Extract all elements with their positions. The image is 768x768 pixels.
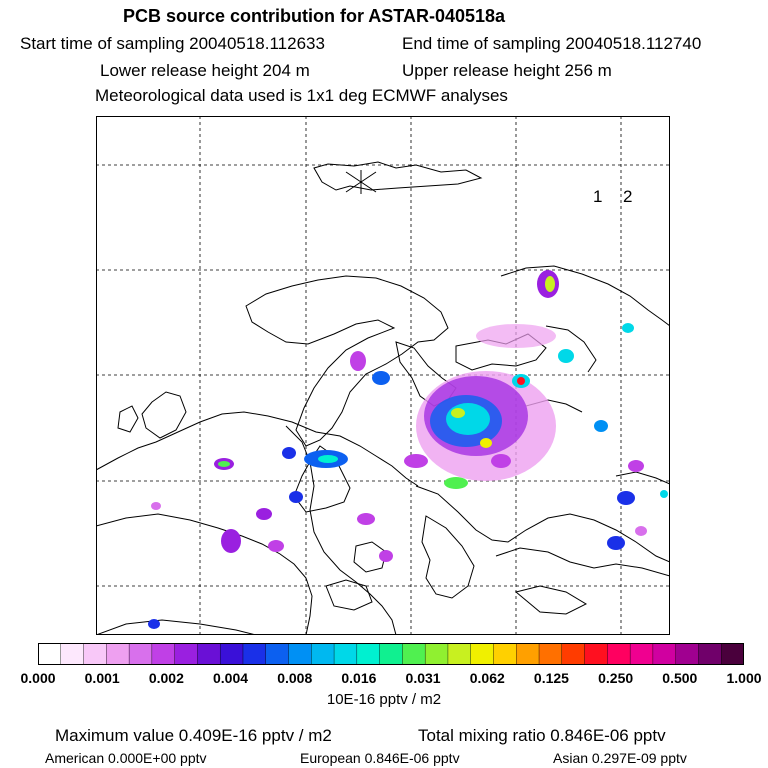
colorbar-cell (152, 643, 175, 665)
colorbar-cell (129, 643, 152, 665)
colorbar-cell (653, 643, 676, 665)
colorbar-tick-label: 0.016 (341, 670, 377, 686)
colorbar-cell (38, 643, 61, 665)
colorbar-tick-label: 0.002 (148, 670, 184, 686)
colorbar-cell (175, 643, 198, 665)
colorbar-cell (471, 643, 494, 665)
concentration-map (96, 116, 670, 635)
colorbar-cell (698, 643, 721, 665)
colorbar-tick-label: 0.062 (469, 670, 505, 686)
colorbar-cell (607, 643, 630, 665)
lower-release-label: Lower release height 204 m (100, 61, 310, 80)
colorbar-cell (106, 643, 129, 665)
end-time-label: End time of sampling 20040518.112740 (402, 34, 702, 53)
colorbar-cell (61, 643, 84, 665)
colorbar-cell (493, 643, 516, 665)
colorbar-cell (266, 643, 289, 665)
colorbar-cell (425, 643, 448, 665)
met-data-label: Meteorological data used is 1x1 deg ECMWF analyses (95, 86, 508, 105)
flight-label-2: 2 (623, 187, 633, 206)
colorbar-tick-label: 0.500 (662, 670, 698, 686)
colorbar-tick-label: 0.031 (405, 670, 441, 686)
colorbar-cell (630, 643, 653, 665)
upper-release-label: Upper release height 256 m (402, 61, 612, 80)
colorbar-tick-label: 0.004 (213, 670, 249, 686)
colorbar-tick-label: 0.125 (533, 670, 569, 686)
asian-label: Asian 0.297E-09 pptv (553, 750, 687, 766)
colorbar-cell (311, 643, 334, 665)
colorbar-cell (721, 643, 744, 665)
colorbar-cell (516, 643, 539, 665)
colorbar-tick-label: 0.000 (20, 670, 56, 686)
colorbar-cell (197, 643, 220, 665)
colorbar-cell (676, 643, 699, 665)
colorbar-cell (448, 643, 471, 665)
start-time-label: Start time of sampling 20040518.112633 (20, 34, 325, 53)
colorbar-tick-label: 1.000 (726, 670, 762, 686)
european-label: European 0.846E-06 pptv (300, 750, 460, 766)
colorbar-cell (289, 643, 312, 665)
colorbar-cell (243, 643, 266, 665)
plot-title: PCB source contribution for ASTAR-040518a (122, 6, 506, 26)
colorbar-cell (402, 643, 425, 665)
colorbar-cell (380, 643, 403, 665)
colorbar-cell (334, 643, 357, 665)
colorbar-cell (562, 643, 585, 665)
colorbar-cell (220, 643, 243, 665)
american-label: American 0.000E+00 pptv (45, 750, 207, 766)
max-value-label: Maximum value 0.409E-16 pptv / m2 (55, 726, 332, 745)
colorbar-cell (84, 643, 107, 665)
colorbar-cell (357, 643, 380, 665)
colorbar-cell (539, 643, 562, 665)
colorbar-tick-label: 0.001 (84, 670, 120, 686)
flight-label-1: 1 (593, 187, 603, 206)
total-mixing-label: Total mixing ratio 0.846E-06 pptv (418, 726, 666, 745)
colorbar-cell (585, 643, 608, 665)
colorbar-tick-label: 0.250 (598, 670, 634, 686)
colorbar (38, 643, 744, 665)
colorbar-tick-label: 0.008 (277, 670, 313, 686)
colorbar-units: 10E-16 pptv / m2 (326, 691, 442, 708)
